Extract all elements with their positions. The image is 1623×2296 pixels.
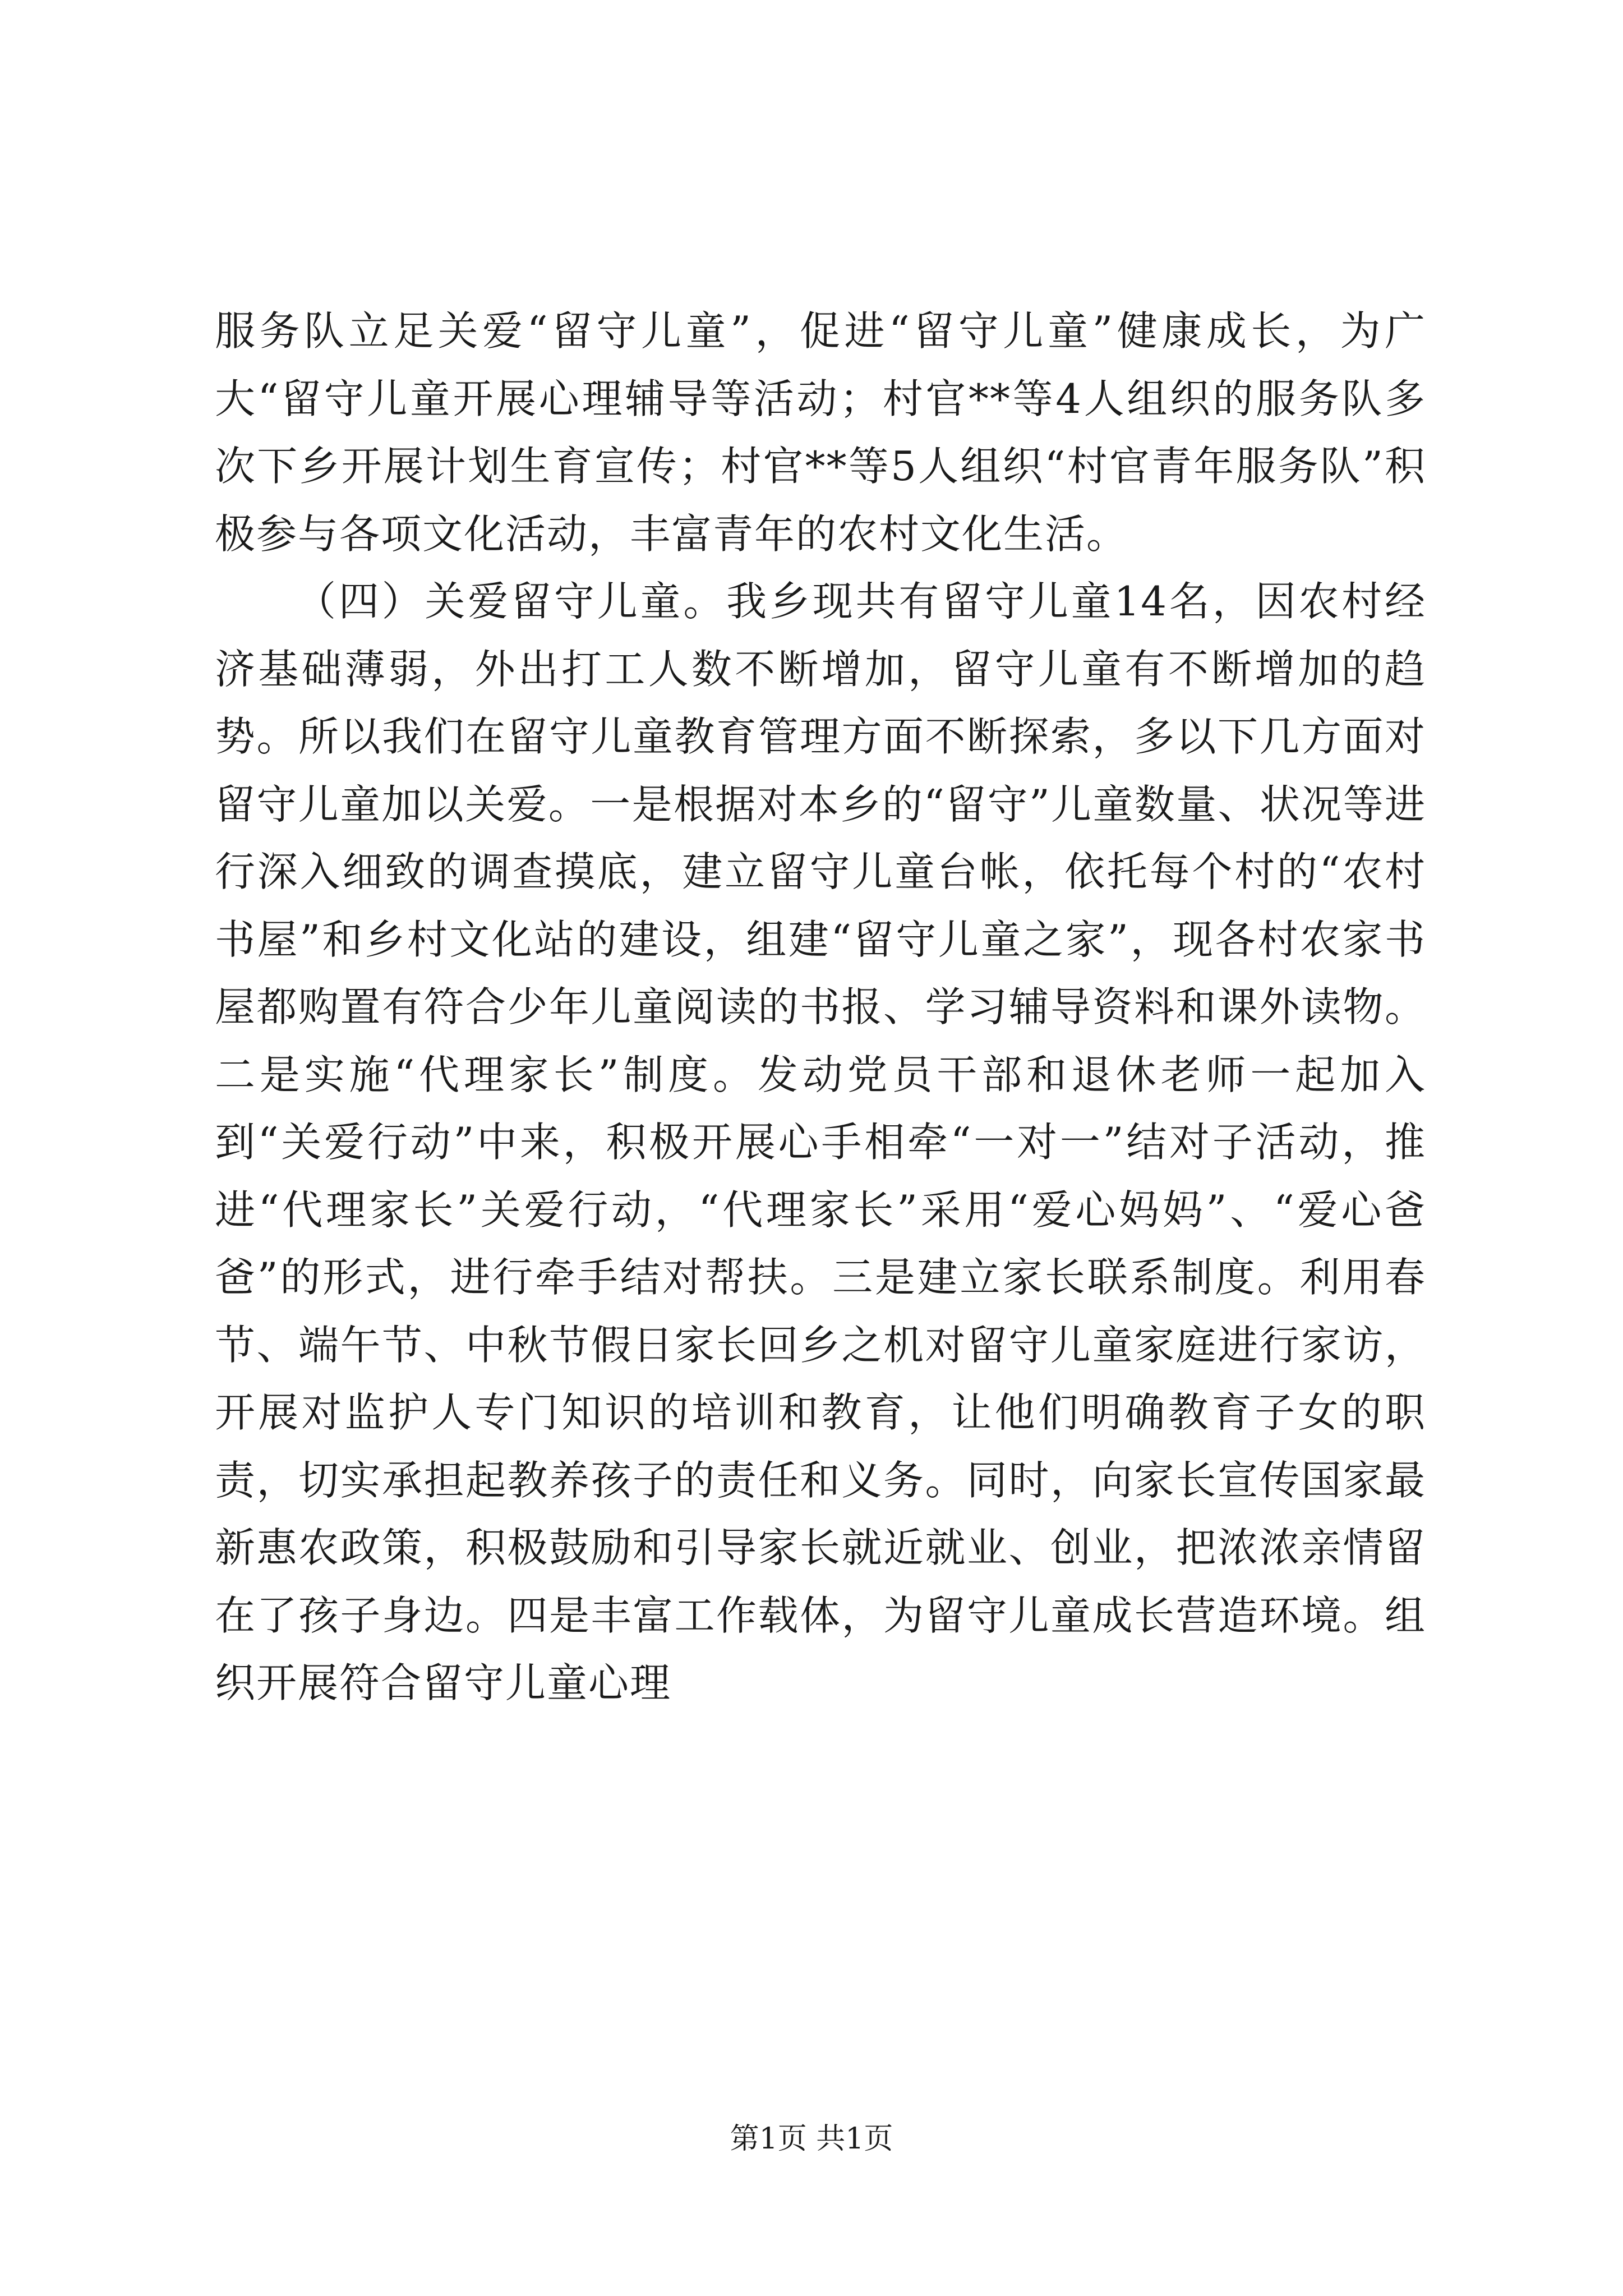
paragraph-section-four: （四）关爱留守儿童。我乡现共有留守儿童14名，因农村经济基础薄弱，外出打工人数不断增加，留守儿童有不断增加的趋势。所以我们在留守儿童教育管理方面不断探索，多以下几方面对留守儿童加以关爱。一是根据对本乡的“留守”儿童数量、状况等进行深入细致的调查摸底，建立留守儿童台帐，依托每个村的“农村书屋”和乡村文化站的建设，组建“留守儿童之家”，现各村农家书屋都购置有符合少年儿童阅读的书报、学习辅导资料和课外读物。二是实施“代理家长”制度。发动党员干部和退休老师一起加入到“关爱行动”中来，积极开展心手相牵“一对一”结对子活动，推进“代理家长”关爱行动，“代理家长”采用“爱心妈妈”、“爱心爸爸”的形式，进行牵手结对帮扶。三是建立家长联系制度。利用春节、端午节、中秋节假日家长回乡之机对留守儿童家庭进行家访，开展对监护人专门知识的培训和教育，让他们明确教育子女的职责，切实承担起教养孩子的责任和义务。同时，向家长宣传国家最新惠农政策，积极鼓励和引导家长就近就业、创业，把浓浓亲情留在了孩子身边。四是丰富工作载体，为留守儿童成长营造环境。组织开展符合留守儿童心理 xyxy=(215,578,1426,1706)
paragraph-continuation: 服务队立足关爱“留守儿童”，促进“留守儿童”健康成长，为广大“留守儿童开展心理辅导等活动；村官**等4人组织的服务队多次下乡开展计划生育宣传；村官**等5人组织“村官青年服务队”积极参与各项文化活动，丰富青年的农村文化生活。 xyxy=(215,307,1426,558)
page-number-label: 第1页 共1页 xyxy=(730,2122,893,2156)
body-text xyxy=(215,297,1426,1717)
page-footer xyxy=(0,2115,1623,2157)
